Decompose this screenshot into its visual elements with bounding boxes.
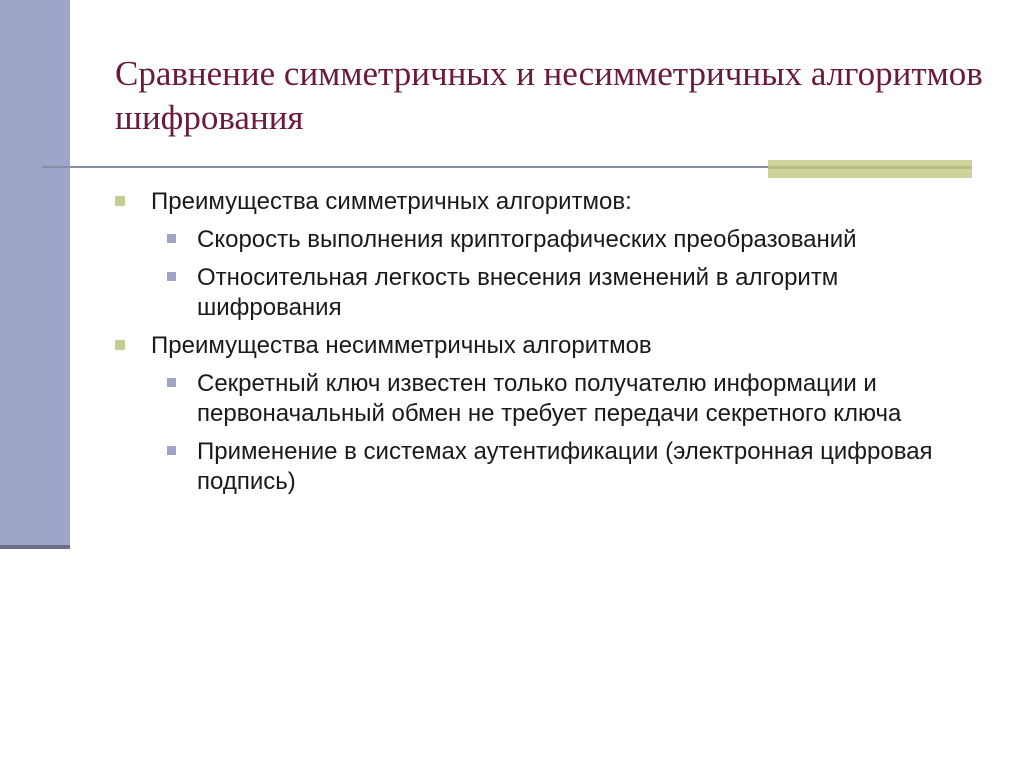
list-item-text: Секретный ключ известен только получателю информации и первоначальный обмен не требует передачи секретного ключа (197, 370, 902, 427)
list-item (115, 225, 975, 255)
section-heading-text: Преимущества симметричных алгоритмов: (151, 188, 632, 215)
square-bullet-icon (167, 446, 176, 455)
list-item (115, 369, 975, 429)
section-heading-text: Преимущества несимметричных алгоритмов (151, 332, 652, 359)
list-item-text: Скорость выполнения криптографических преобразований (197, 226, 857, 253)
slide-body (115, 187, 975, 505)
accent-bar (768, 160, 972, 178)
sidebar-decoration (0, 0, 70, 545)
accent-bar-line (768, 166, 972, 169)
list-item (115, 437, 975, 497)
square-bullet-icon (115, 196, 125, 206)
square-bullet-icon (167, 378, 176, 387)
square-bullet-icon (167, 234, 176, 243)
list-item-text: Относительная легкость внесения изменений в алгоритм шифрования (197, 264, 839, 321)
bullet-list (115, 369, 975, 497)
section-heading (115, 187, 975, 217)
square-bullet-icon (115, 340, 125, 350)
slide-title: Сравнение симметричных и несимметричных алгоритмов шифрования (115, 54, 983, 137)
section-heading (115, 331, 975, 361)
list-item (115, 263, 975, 323)
square-bullet-icon (167, 272, 176, 281)
list-item-text: Применение в системах аутентификации (электронная цифровая подпись) (197, 438, 933, 495)
bullet-list (115, 225, 975, 323)
sidebar-shadow (0, 545, 70, 549)
